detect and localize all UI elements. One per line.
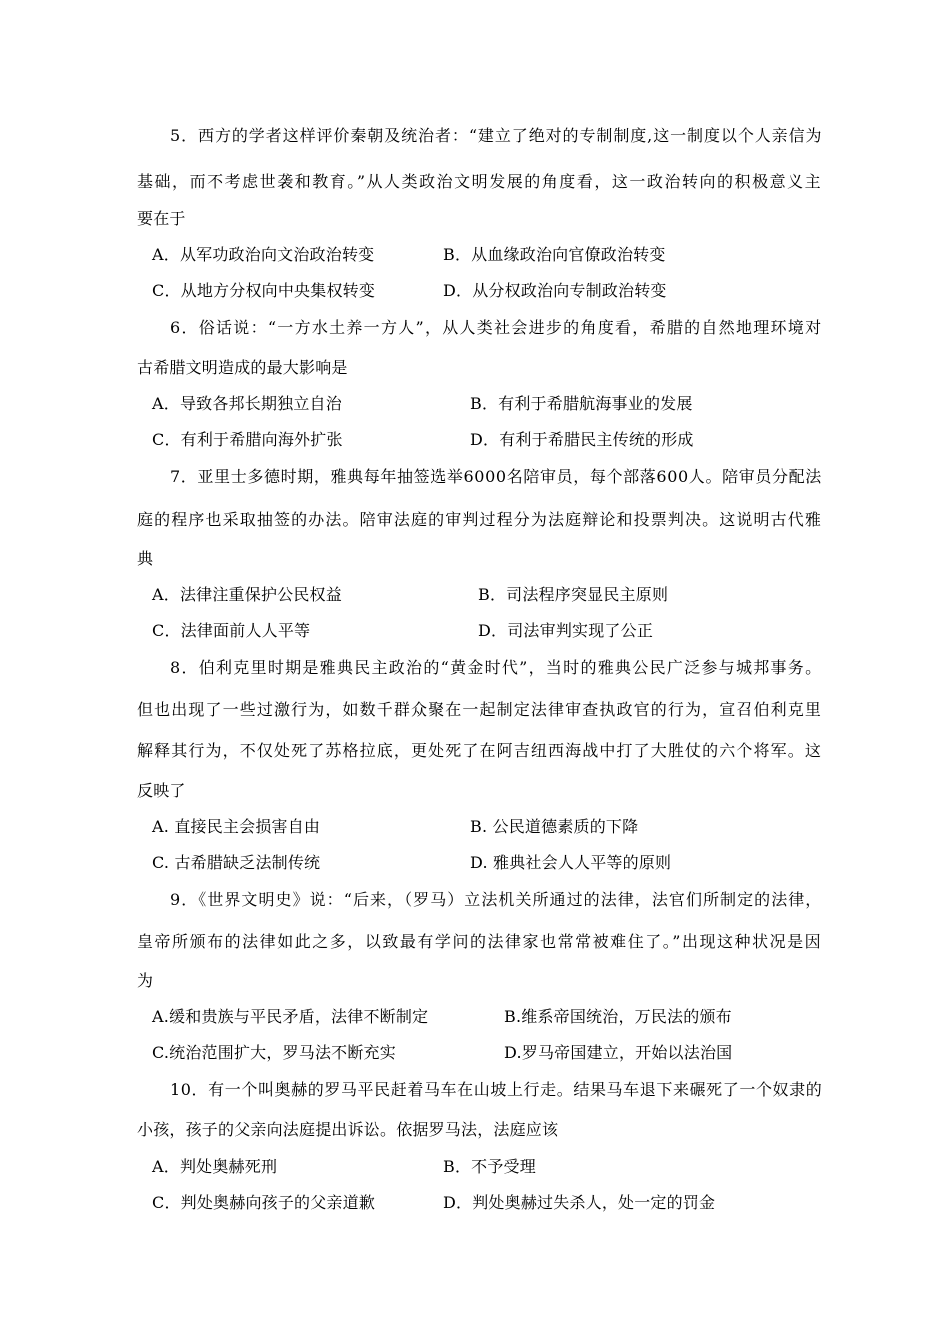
option-b: B．司法程序突显民主原则 (478, 585, 669, 604)
option-c: C.统治范围扩大，罗马法不断充实 (152, 1043, 396, 1062)
option-a: A. 直接民主会损害自由 (152, 817, 321, 836)
option-c: C．法律面前人人平等 (152, 621, 311, 640)
question-text-line: 8．伯利克里时期是雅典民主政治的“黄金时代”，当时的雅典公民广泛参与城邦事务。 (170, 658, 823, 677)
question-text-line: 解释其行为，不仅处死了苏格拉底，更处死了在阿吉纽西海战中打了大胜仗的六个将军。这 (137, 741, 823, 760)
question-text-line: 典 (137, 549, 154, 568)
question-text-line: 庭的程序也采取抽签的办法。陪审法庭的审判过程分为法庭辩论和投票判决。这说明古代雅 (137, 510, 823, 529)
question-text-line: 10．有一个叫奥赫的罗马平民赶着马车在山坡上行走。结果马车退下来碾死了一个奴隶的 (170, 1080, 823, 1099)
option-c: C．有利于希腊向海外扩张 (152, 430, 343, 449)
option-b: B．从血缘政治向官僚政治转变 (443, 245, 666, 264)
option-a: A．从军功政治向文治政治转变 (152, 245, 375, 264)
option-c: C．判处奥赫向孩子的父亲道歉 (152, 1193, 376, 1212)
question-text-line: 5．西方的学者这样评价秦朝及统治者：“建立了绝对的专制制度,这一制度以个人亲信为 (170, 126, 823, 145)
question-text-line: 但也出现了一些过激行为，如数千群众聚在一起制定法律审查执政官的行为，宣召伯利克里 (137, 700, 823, 719)
question-text-line: 基础，而不考虑世袭和教育。”从人类政治文明发展的角度看，这一政治转向的积极意义主 (137, 172, 823, 191)
question-text-line: 6．俗话说：“一方水土养一方人”，从人类社会进步的角度看，希腊的自然地理环境对 (170, 318, 823, 337)
option-a: A．法律注重保护公民权益 (152, 585, 342, 604)
question-text-line: 古希腊文明造成的最大影响是 (137, 358, 348, 377)
question-text-line: 7．亚里士多德时期，雅典每年抽签选举6000名陪审员，每个部落600人。陪审员分配法 (170, 467, 822, 486)
question-text-line: 小孩，孩子的父亲向法庭提出诉讼。依据罗马法，法庭应该 (137, 1120, 559, 1139)
option-c: C. 古希腊缺乏法制传统 (152, 853, 321, 872)
option-a: A.缓和贵族与平民矛盾，法律不断制定 (152, 1007, 429, 1026)
option-b: B．有利于希腊航海事业的发展 (470, 394, 693, 413)
question-text-line: 皇帝所颁布的法律如此之多，以致最有学问的法律家也常常被难住了。”出现这种状况是因 (137, 932, 823, 951)
option-d: D．从分权政治向专制政治转变 (443, 281, 667, 300)
option-d: D.罗马帝国建立，开始以法治国 (504, 1043, 733, 1062)
option-a: A．判处奥赫死刑 (152, 1157, 278, 1176)
option-d: D．有利于希腊民主传统的形成 (470, 430, 694, 449)
option-d: D．司法审判实现了公正 (478, 621, 654, 640)
option-d: D．判处奥赫过失杀人，处一定的罚金 (443, 1193, 716, 1212)
option-b: B.维系帝国统治，万民法的颁布 (504, 1007, 732, 1026)
question-text-line: 要在于 (137, 209, 186, 228)
option-d: D. 雅典社会人人平等的原则 (470, 853, 672, 872)
option-a: A．导致各邦长期独立自治 (152, 394, 342, 413)
question-text-line: 为 (137, 971, 154, 990)
question-text-line: 反映了 (137, 781, 186, 800)
option-b: B．不予受理 (443, 1157, 536, 1176)
option-b: B. 公民道德素质的下降 (470, 817, 639, 836)
question-text-line: 9．《世界文明史》说：“后来，（罗马）立法机关所通过的法律，法官们所制定的法律， (170, 890, 823, 909)
option-c: C．从地方分权向中央集权转变 (152, 281, 376, 300)
